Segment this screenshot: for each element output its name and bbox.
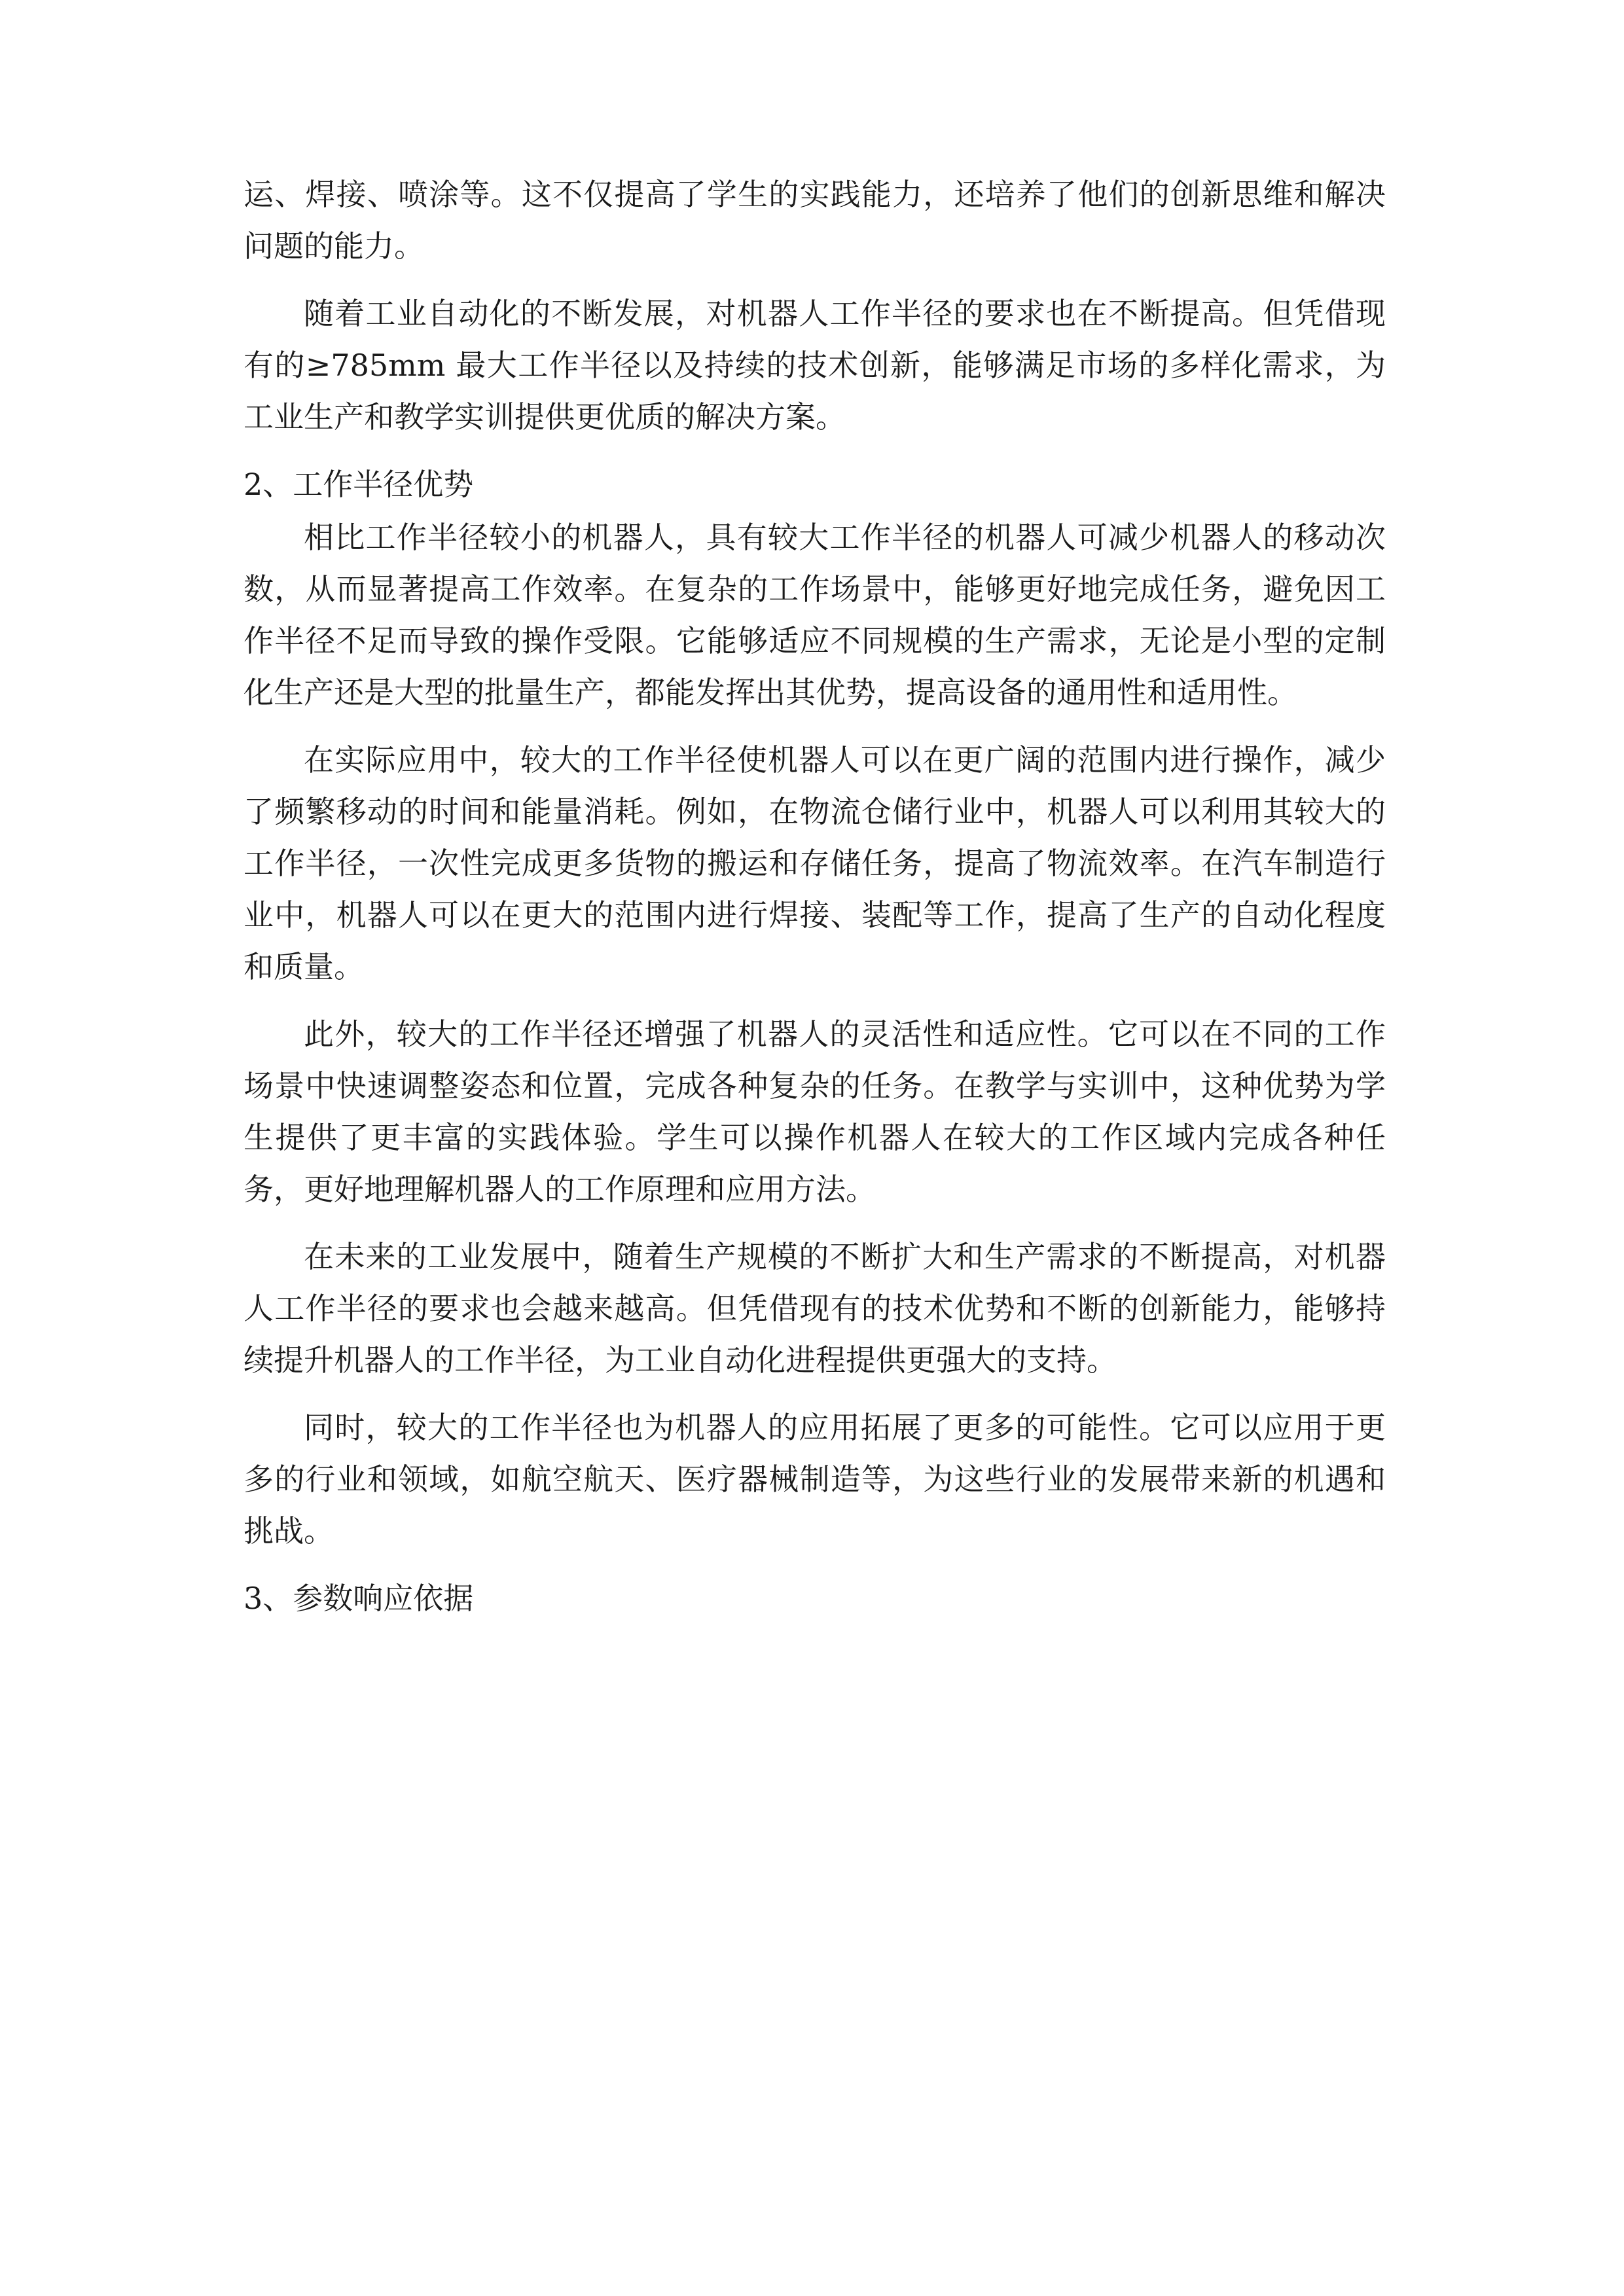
document-body (244, 169, 1386, 1626)
paragraph-flexibility: 此外，较大的工作半径还增强了机器人的灵活性和适应性。它可以在不同的工作场景中快速调整姿态和位置，完成各种复杂的任务。在教学与实训中，这种优势为学生提供了更丰富的实践体验。学生可以操作机器人在较大的工作区域内完成各种任务，更好地理解机器人的工作原理和应用方法。 (244, 1016, 1386, 1207)
section-heading-parameter-basis: 3、参数响应依据 (244, 1581, 474, 1616)
paragraph-application-expansion: 同时，较大的工作半径也为机器人的应用拓展了更多的可能性。它可以应用于更多的行业和领域，如航空航天、医疗器械制造等，为这些行业的发展带来新的机遇和挑战。 (244, 1410, 1386, 1549)
section-heading-work-radius-advantage: 2、工作半径优势 (244, 467, 474, 502)
paragraph-work-radius-requirement: 随着工业自动化的不断发展，对机器人工作半径的要求也在不断提高。但凭借现有的≥785mm 最大工作半径以及持续的技术创新，能够满足市场的多样化需求，为工业生产和教学实训提供更优质的解决方案。 (244, 296, 1386, 435)
paragraph-continuation: 运、焊接、喷涂等。这不仅提高了学生的实践能力，还培养了他们的创新思维和解决问题的能力。 (244, 177, 1386, 264)
paragraph-efficiency: 相比工作半径较小的机器人，具有较大工作半径的机器人可减少机器人的移动次数，从而显著提高工作效率。在复杂的工作场景中，能够更好地完成任务，避免因工作半径不足而导致的操作受限。它能够适应不同规模的生产需求，无论是小型的定制化生产还是大型的批量生产，都能发挥出其优势，提高设备的通用性和适用性。 (244, 520, 1386, 710)
paragraph-practical-application: 在实际应用中，较大的工作半径使机器人可以在更广阔的范围内进行操作，减少了频繁移动的时间和能量消耗。例如，在物流仓储行业中，机器人可以利用其较大的工作半径，一次性完成更多货物的搬运和存储任务，提高了物流效率。在汽车制造行业中，机器人可以在更大的范围内进行焊接、装配等工作，提高了生产的自动化程度和质量。 (244, 742, 1386, 984)
paragraph-future-development: 在未来的工业发展中，随着生产规模的不断扩大和生产需求的不断提高，对机器人工作半径的要求也会越来越高。但凭借现有的技术优势和不断的创新能力，能够持续提升机器人的工作半径，为工业自动化进程提供更强大的支持。 (244, 1239, 1386, 1378)
